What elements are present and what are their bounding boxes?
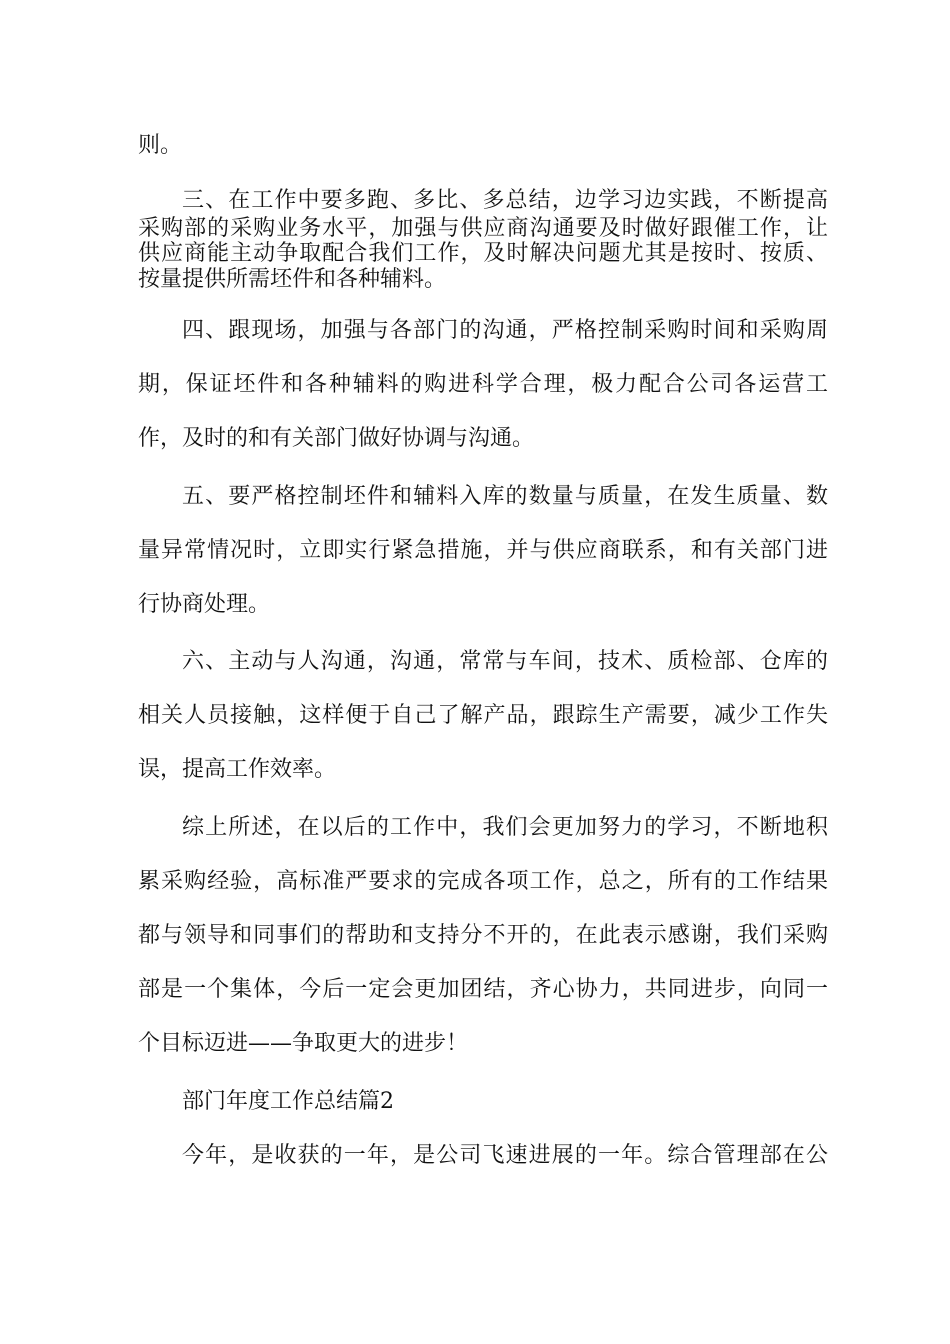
- paragraph-line: 采购部的采购业务水平，加强与供应商沟通要及时做好跟催工作，让: [138, 216, 828, 241]
- paragraph-line: 行协商处理。: [138, 592, 271, 617]
- paragraph-line: 按量提供所需坯件和各种辅料。: [138, 267, 447, 292]
- paragraph-line: 供应商能主动争取配合我们工作，及时解决问题尤其是按时、按质、: [138, 241, 828, 266]
- paragraph-line: 个目标迈进——争取更大的进步！: [138, 1031, 469, 1056]
- section-heading: 部门年度工作总结篇2: [182, 1089, 394, 1114]
- paragraph-line: 累采购经验，高标准严要求的完成各项工作，总之，所有的工作结果: [138, 869, 828, 894]
- paragraph-line: 都与领导和同事们的帮助和支持分不开的，在此表示感谢，我们采购: [138, 923, 828, 948]
- paragraph-line: 相关人员接触，这样便于自己了解产品，跟踪生产需要，减少工作失: [138, 703, 828, 728]
- paragraph-line: 量异常情况时，立即实行紧急措施，并与供应商联系，和有关部门进: [138, 538, 828, 563]
- paragraph-line: 作，及时的和有关部门做好协调与沟通。: [138, 426, 535, 451]
- paragraph-line: 综上所述，在以后的工作中，我们会更加努力的学习，不断地积: [182, 815, 828, 840]
- paragraph-line: 四、跟现场，加强与各部门的沟通，严格控制采购时间和采购周: [182, 318, 828, 343]
- paragraph-line: 期，保证坯件和各种辅料的购进科学合理，极力配合公司各运营工: [138, 372, 828, 397]
- paragraph-line: 误，提高工作效率。: [138, 757, 337, 782]
- paragraph-line: 部是一个集体，今后一定会更加团结，齐心协力，共同进步，向同一: [138, 977, 828, 1002]
- paragraph-line: 六、主动与人沟通，沟通，常常与车间，技术、质检部、仓库的: [182, 649, 828, 674]
- paragraph-line: 五、要严格控制坯件和辅料入库的数量与质量，在发生质量、数: [182, 484, 828, 509]
- paragraph-line: 今年，是收获的一年，是公司飞速进展的一年。综合管理部在公: [182, 1143, 828, 1168]
- paragraph-line: 则。: [138, 133, 183, 158]
- paragraph-line: 三、在工作中要多跑、多比、多总结，边学习边实践，不断提高: [182, 188, 828, 213]
